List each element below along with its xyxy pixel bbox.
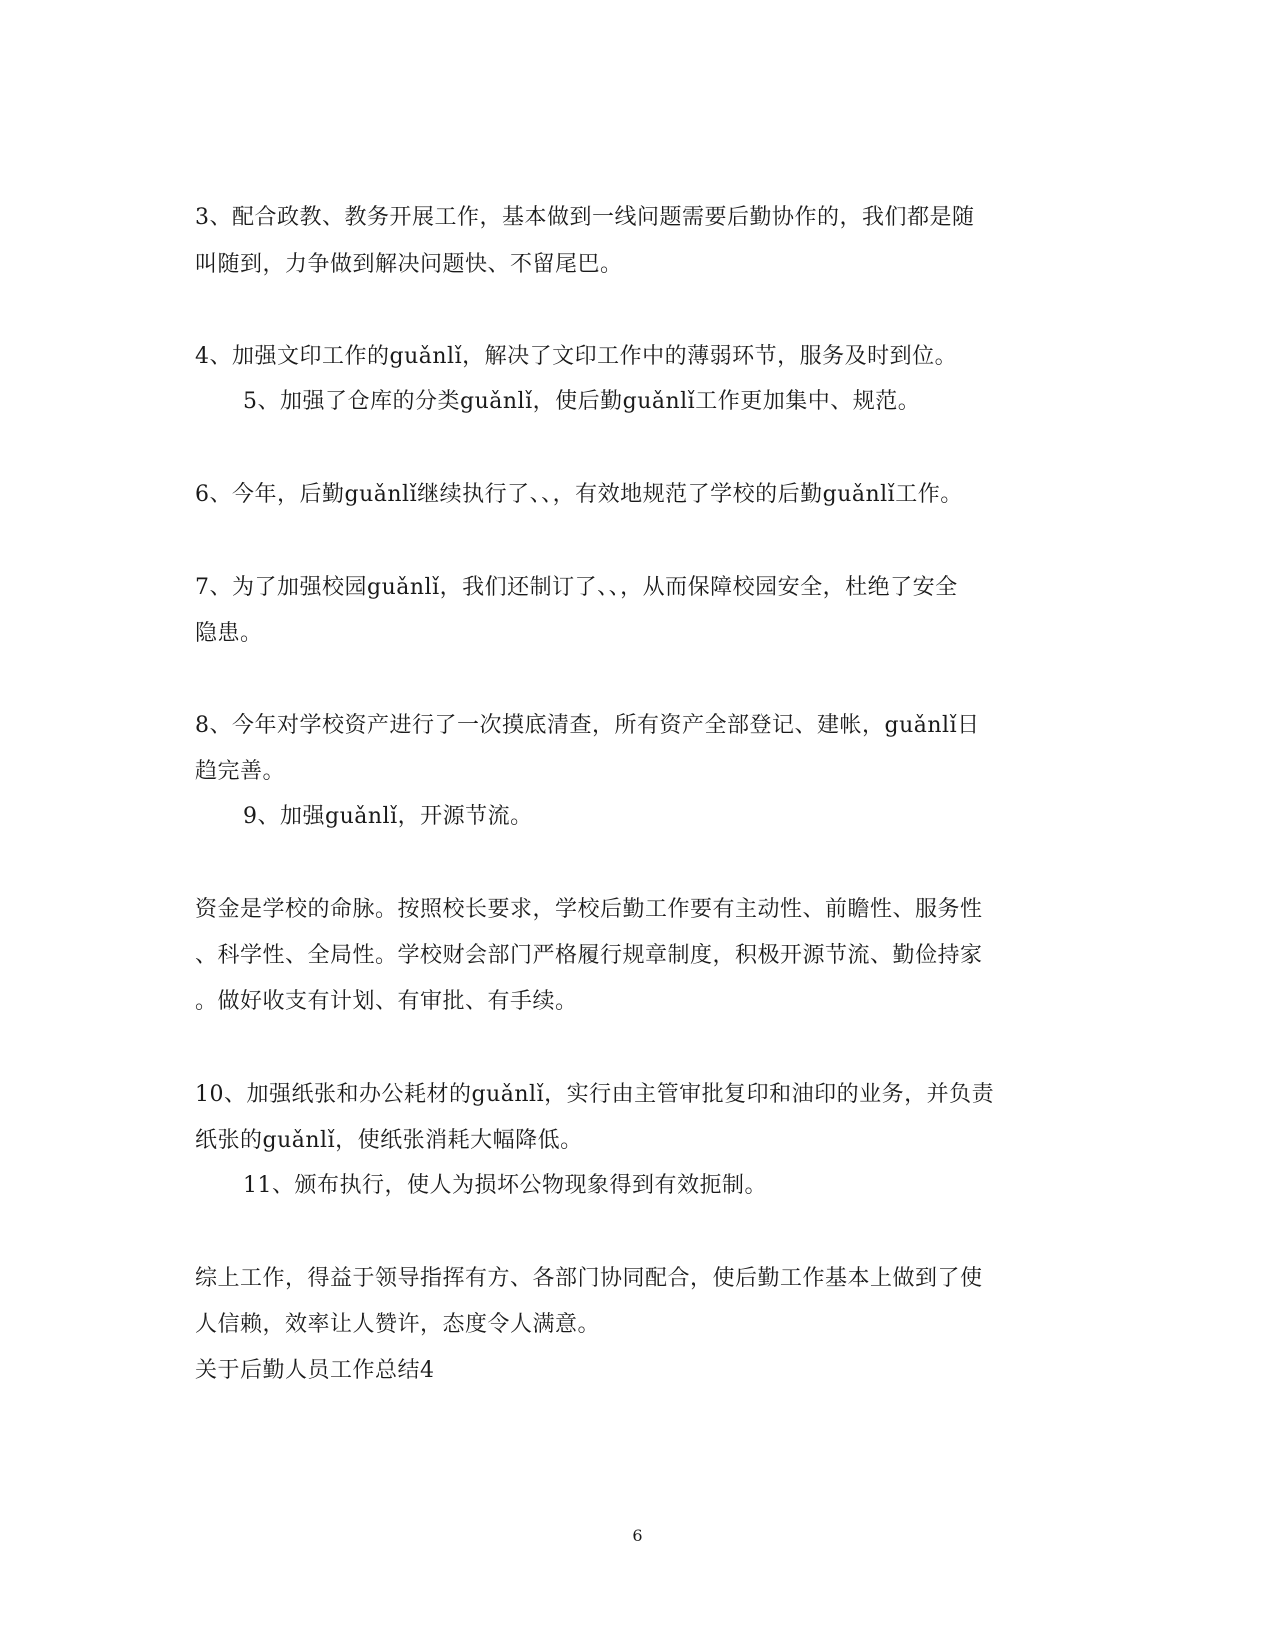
paragraph-line: 综上工作，得益于领导指挥有方、各部门协同配合，使后勤工作基本上做到了使 — [195, 1266, 983, 1291]
paragraph-line: 人信赖，效率让人赞许，态度令人满意。 — [195, 1312, 601, 1337]
paragraph-line: 6、今年，后勤guǎnlǐ继续执行了、、，有效地规范了学校的后勤guǎnlǐ工作。 — [195, 482, 963, 507]
paragraph-line: 趋完善。 — [195, 759, 286, 784]
page-number: 6 — [632, 1526, 643, 1545]
paragraph-line: 9、加强guǎnlǐ，开源节流。 — [243, 804, 533, 829]
paragraph-line: 纸张的guǎnlǐ，使纸张消耗大幅降低。 — [195, 1128, 583, 1153]
paragraph-line: 隐患。 — [195, 621, 263, 646]
paragraph-line: 。做好收支有计划、有审批、有手续。 — [195, 989, 578, 1014]
paragraph-line: 4、加强文印工作的guǎnlǐ，解决了文印工作中的薄弱环节，服务及时到位。 — [195, 344, 958, 369]
paragraph-line: 、科学性、全局性。学校财会部门严格履行规章制度，积极开源节流、勤俭持家 — [195, 943, 983, 968]
paragraph-line: 8、今年对学校资产进行了一次摸底清查，所有资产全部登记、建帐，guǎnlǐ日 — [195, 713, 980, 738]
paragraph-line: 3、配合政教、教务开展工作，基本做到一线问题需要后勤协作的，我们都是随 — [195, 205, 975, 230]
paragraph-line: 7、为了加强校园guǎnlǐ，我们还制订了、、，从而保障校园安全，杜绝了安全 — [195, 575, 958, 600]
paragraph-line: 叫随到，力争做到解决问题快、不留尾巴。 — [195, 252, 623, 277]
section-heading: 关于后勤人员工作总结4 — [195, 1358, 435, 1383]
paragraph-line: 5、加强了仓库的分类guǎnlǐ，使后勤guǎnlǐ工作更加集中、规范。 — [243, 389, 921, 414]
paragraph-line: 10、加强纸张和办公耗材的guǎnlǐ，实行由主管审批复印和油印的业务，并负责 — [195, 1082, 995, 1107]
paragraph-line: 资金是学校的命脉。按照校长要求，学校后勤工作要有主动性、前瞻性、服务性 — [195, 897, 983, 922]
paragraph-line: 11、颁布执行，使人为损坏公物现象得到有效扼制。 — [243, 1173, 767, 1198]
